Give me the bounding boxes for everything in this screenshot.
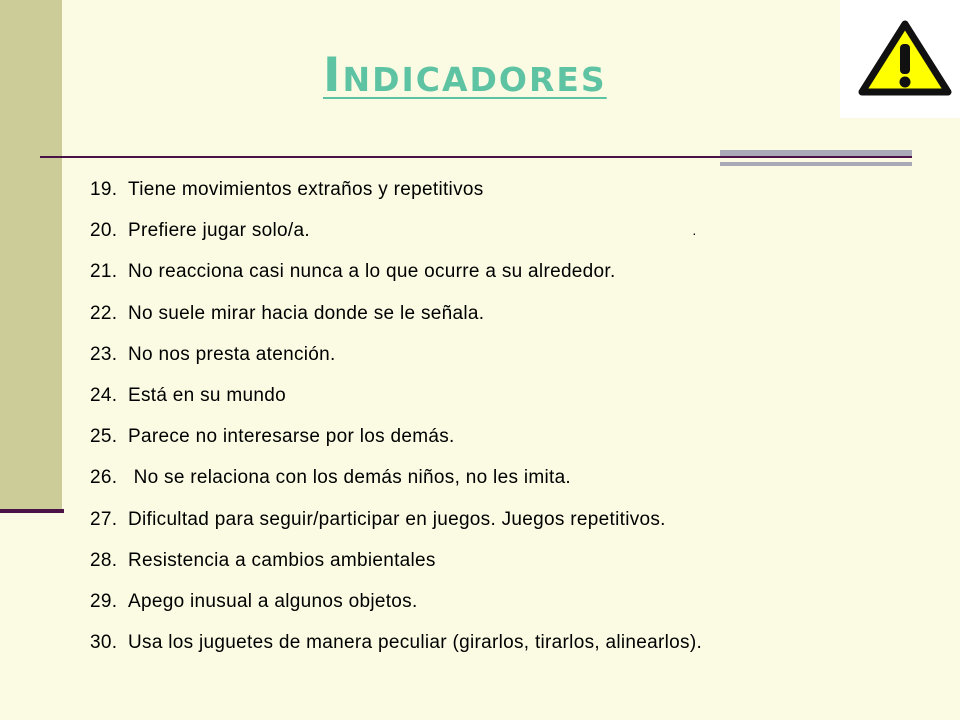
- indicator-list: [90, 174, 850, 668]
- item-text: No nos presta atención.: [128, 343, 336, 365]
- list-item: [90, 586, 850, 627]
- item-number: 30.: [90, 632, 118, 654]
- item-number: 29.: [90, 590, 118, 612]
- item-text: Tiene movimientos extraños y repetitivos: [128, 179, 484, 200]
- item-number: 26.: [90, 467, 118, 489]
- item-text: Resistencia a cambios ambientales: [128, 549, 436, 571]
- item-number: 20.: [90, 220, 118, 242]
- list-item: [90, 627, 850, 668]
- title-divider: [40, 156, 912, 158]
- list-item: [90, 174, 850, 215]
- item-number: 23.: [90, 343, 118, 365]
- item-number: 19.: [90, 179, 118, 200]
- item-text: Prefiere jugar solo/a.: [128, 220, 310, 242]
- item-number: 28.: [90, 549, 118, 571]
- warning-icon: [840, 0, 960, 118]
- list-item: [90, 298, 850, 339]
- item-number: 27.: [90, 508, 118, 530]
- item-number: 21.: [90, 261, 118, 283]
- list-item: [90, 380, 850, 421]
- item-number: 22.: [90, 302, 118, 324]
- stray-dot: ·: [692, 225, 697, 241]
- list-item: [90, 545, 850, 586]
- left-band-divider: [0, 509, 64, 513]
- list-item: [90, 504, 850, 545]
- list-item: [90, 256, 850, 297]
- list-item: [90, 215, 850, 256]
- item-text: Usa los juguetes de manera peculiar (girarlos, tirarlos, alinearlos).: [128, 632, 703, 654]
- item-text: No se relaciona con los demás niños, no les imita.: [128, 467, 572, 489]
- list-item: [90, 421, 850, 462]
- item-text: Parece no interesarse por los demás.: [128, 426, 455, 448]
- item-text: Dificultad para seguir/participar en juegos. Juegos repetitivos.: [128, 508, 666, 530]
- list-item: [90, 462, 850, 503]
- slide-title: Indicadores: [323, 48, 607, 103]
- item-text: No suele mirar hacia donde se le señala.: [128, 302, 485, 324]
- warning-image: [840, 0, 960, 118]
- item-number: 25.: [90, 426, 118, 448]
- item-text: No reacciona casi nunca a lo que ocurre a su alrededor.: [128, 261, 616, 283]
- list-item: [90, 339, 850, 380]
- item-text: Apego inusual a algunos objetos.: [128, 590, 418, 612]
- item-number: 24.: [90, 384, 118, 406]
- item-text: Está en su mundo: [128, 384, 286, 406]
- gray-accent-bar-lower: [720, 162, 912, 166]
- left-decorative-band: [0, 0, 62, 510]
